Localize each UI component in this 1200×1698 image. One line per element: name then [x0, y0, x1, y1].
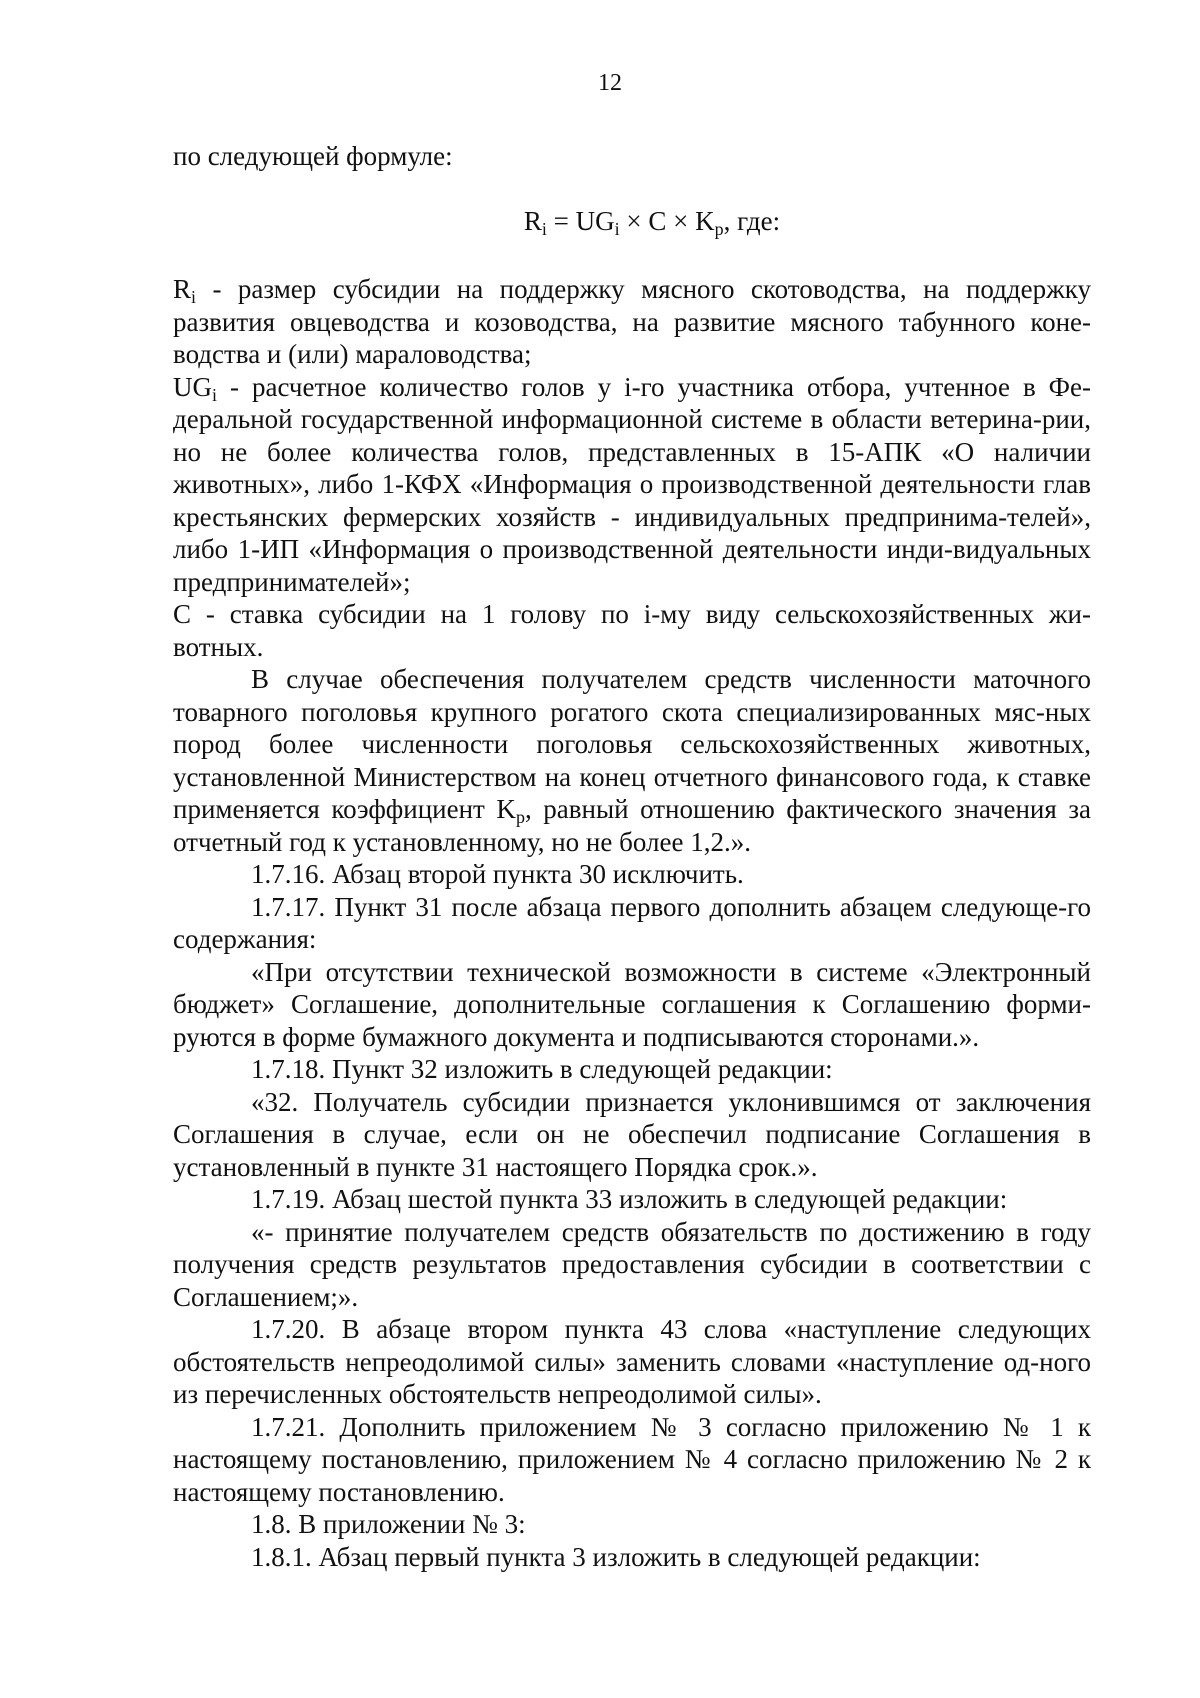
definition-ug: $UG_i$ - расчетное количество голов у i-го участника отбора, учтенное в Фе-деральной государственной информационной системе в области ветерина-рии, но не более количества голов, представленных в 15-АПК «О наличии животных», либо 1-КФХ «Информация о производственной деятельности глав крестьянских фермерских хозяйств - индивидуальных предпринима-телей», либо 1-ИП «Информация о производственной деятельности инди-видуальных предпринимателей»; — [173, 371, 1091, 597]
intro-paragraph: по следующей формуле: — [173, 141, 453, 171]
paragraph-1-8-1: 1.8.1. Абзац первый пункта 3 изложить в следующей редакции: — [251, 1541, 981, 1572]
paragraph-1-7-20: 1.7.20. В абзаце втором пункта 43 слова «наступление следующих обстоятельств непреодолимой силы» заменить словами «наступление од-ного из перечисленных обстоятельств непреодолимой силы». — [173, 1314, 1091, 1409]
definition-c: C - ставка субсидии на 1 голову по i-му виду сельскохозяйственных жи-вотных. — [173, 599, 1091, 662]
coefficient-paragraph: В случае обеспечения получателем средств численности маточного товарного поголовья крупного рогатого скота специализированных мяс-ных пород более численности поголовья сельскохозяйственных животных, установленной Министерством на конец отчетного финансового года, к ставке применяется коэффициент $K_p$, равный отношению фактического значения за отчетный год к установленному, но не более 1,2.». — [173, 664, 1091, 857]
paragraph-quote-electronic-budget: «При отсутствии технической возможности в системе «Электронный бюджет» Соглашение, дополнительные соглашения к Соглашению форми-руются в форме бумажного документа и подписываются сторонами.». — [173, 956, 1091, 1052]
paragraph-1-8: 1.8. В приложении № 3: — [251, 1509, 526, 1539]
definition-r: $R_i$ - размер субсидии на поддержку мясного скотоводства, на поддержку развития овцеводства и козоводства, на развитие мясного табунного коне-водства и (или) мараловодства; — [173, 274, 1091, 369]
paragraph-quote-obligations: «- принятие получателем средств обязательств по достижению в году получения средств результатов предоставления субсидии в соответствии с Соглашением;». — [173, 1216, 1091, 1312]
formula: $R_i = UG_i \times C \times K_p$, где: — [523, 205, 781, 239]
paragraph-1-7-18: 1.7.18. Пункт 32 изложить в следующей редакции: — [251, 1054, 833, 1084]
document-body — [173, 140, 1091, 1573]
paragraph-1-7-21: 1.7.21. Дополнить приложением № 3 согласно приложению № 1 к настоящему постановлению, приложением № 4 согласно приложению № 2 к настоящему постановлению. — [173, 1411, 1091, 1507]
paragraph-1-7-19: 1.7.19. Абзац шестой пункта 33 изложить в следующей редакции: — [251, 1184, 1008, 1214]
paragraph-1-7-17: 1.7.17. Пункт 31 после абзаца первого дополнить абзацем следующе-го содержания: — [173, 891, 1091, 954]
page-number: 12 — [598, 70, 622, 96]
paragraph-1-7-16: 1.7.16. Абзац второй пункта 30 исключить. — [251, 859, 744, 889]
paragraph-quote-32: «32. Получатель субсидии признается уклонившимся от заключения Соглашения в случае, если он не обеспечил подписание Соглашения в установленный в пункте 31 настоящего Порядка срок.». — [173, 1086, 1091, 1182]
